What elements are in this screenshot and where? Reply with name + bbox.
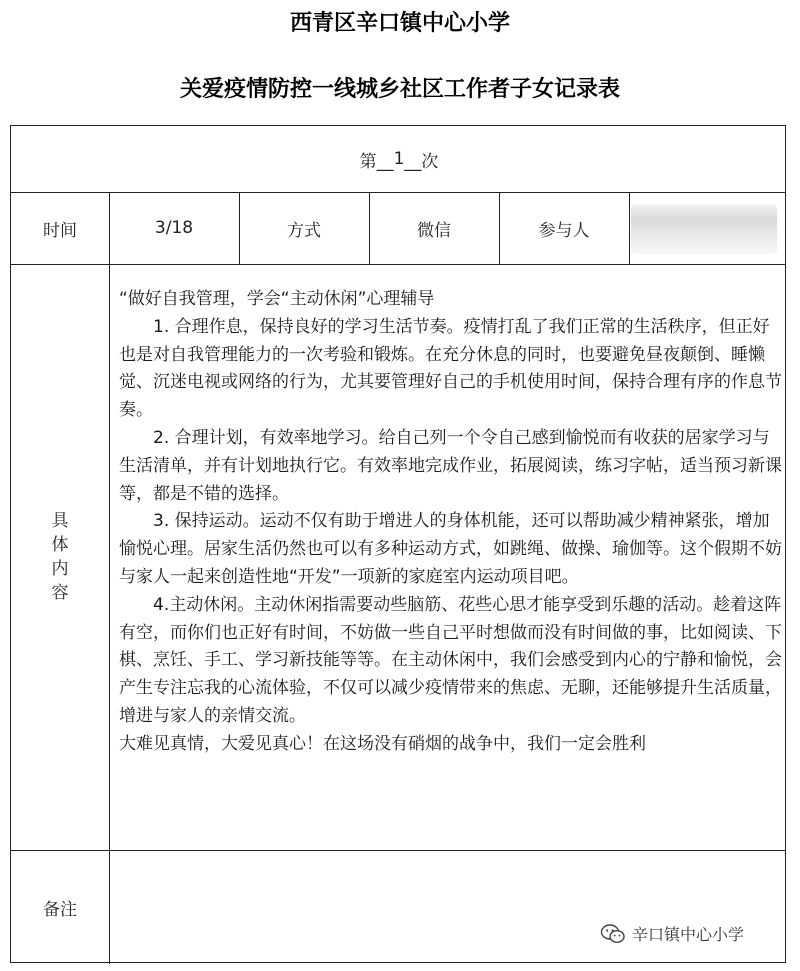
participant-label: 参与人	[538, 220, 590, 241]
remarks-label: 备注	[43, 899, 77, 920]
content-paragraph: 1. 合理作息，保持良好的学习生活节奏。疫情打乱了我们正常的生活秩序，但正好也是对自我管理能力的一次考验和锻炼。在充分休息的同时，也要避免昼夜颠倒、睡懒觉、沉迷电视或网络的行为，尤其要管理好自己的手机使用时间，保持合理有序的作息节奏。	[119, 316, 782, 421]
time-label: 时间	[43, 220, 77, 241]
participant-value-redacted	[631, 204, 777, 254]
content-label-char: 内	[51, 559, 69, 579]
content-paragraph: 2. 合理计划，有效率地学习。给自己列一个令自己感到愉悦而有收获的居家学习与生活清单，并有计划地执行它。有效率地完成作业，拓展阅读，练习字帖，适当预习新课等，都是不错的选择。	[119, 427, 782, 504]
session-prefix: 第__	[359, 151, 394, 172]
wechat-watermark	[600, 922, 744, 945]
method-value: 微信	[417, 220, 451, 241]
content-body	[119, 286, 782, 759]
content-label	[11, 264, 109, 850]
session-count: 1	[393, 149, 405, 169]
content-closing: 大难见真情，大爱见真心！在这场没有硝烟的战争中，我们一定会胜利	[119, 733, 646, 754]
content-label-char: 具	[51, 511, 69, 531]
content-heading: “做好自我管理，学会“主动休闲”心理辅导	[119, 289, 435, 309]
watermark-text: 辛口镇中心小学	[632, 925, 745, 944]
column-divider	[109, 192, 110, 964]
content-label-char: 体	[51, 535, 69, 555]
column-divider	[629, 192, 630, 264]
row-divider	[11, 850, 785, 851]
method-label: 方式	[287, 220, 321, 241]
content-paragraph: 3. 保持运动。运动不仅有助于增进人的身体机能，还可以帮助减少精神紧张，增加愉悦心理。居家生活仍然也可以有多种运动方式，如跳绳、做操、瑜伽等。这个假期不妨与家人一起来创造性地“开发”一项新的家庭室内运动项目吧。	[119, 511, 782, 587]
session-number	[11, 126, 787, 192]
wechat-icon	[600, 923, 626, 945]
form-title: 关爱疫情防控一线城乡社区工作者子女记录表	[179, 77, 620, 102]
content-label-char: 容	[51, 583, 69, 603]
session-suffix: __次	[404, 151, 439, 172]
record-table	[10, 125, 786, 963]
content-paragraph: 4.主动休闲。主动休闲指需要动些脑筋、花些心思才能享受到乐趣的活动。趁着这阵有空，而你们也正好有时间，不妨做一些自己平时想做而没有时间做的事，比如阅读、下棋、烹饪、手工、学习新技能等等。在主动休闲中，我们会感受到内心的宁静和愉悦，会产生专注忘我的心流体验，不仅可以减少疫情带来的焦虑、无聊，还能够提升生活质量，增进与家人的亲情交流。	[119, 594, 782, 726]
school-name: 西青区辛口镇中心小学	[289, 11, 510, 36]
row-divider	[11, 264, 785, 265]
time-value: 3/18	[154, 218, 194, 238]
